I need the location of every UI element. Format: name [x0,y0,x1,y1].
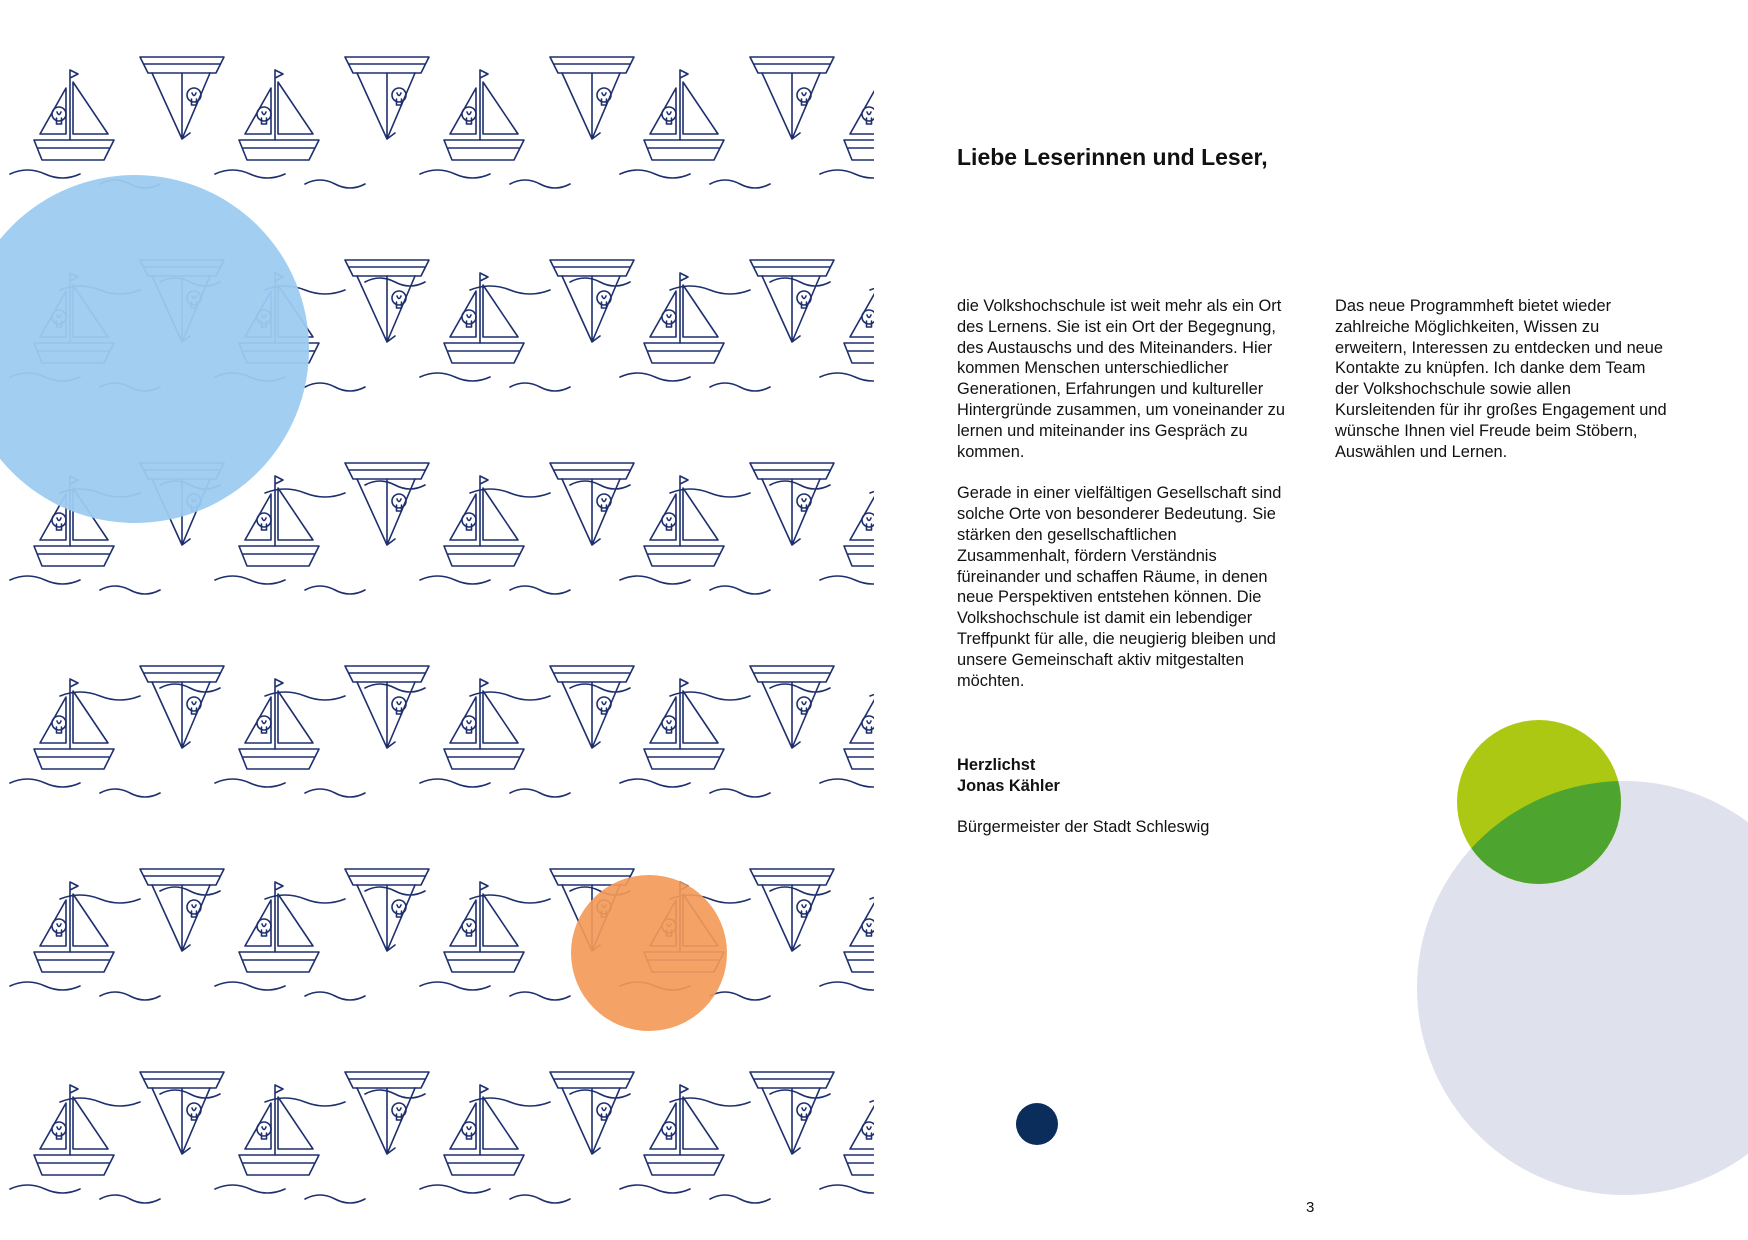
wave-line [265,895,345,903]
signature-block [957,755,1357,837]
wave-line [820,779,874,787]
wave-line [710,789,770,797]
wave-line [820,373,874,381]
sailboat-icon [34,70,114,160]
navy-dot [1016,1103,1058,1145]
wave-line [100,1195,160,1203]
lime-circle [1457,720,1621,884]
signature-name: Jonas Kähler [957,776,1060,795]
sailboat-icon [444,1085,524,1175]
sailboat-icon [844,882,874,972]
sailboat-icon [444,273,524,363]
wave-line [10,576,80,584]
wave-line [670,489,750,497]
wave-line [305,383,365,391]
sailboat-icon [844,70,874,160]
wave-line [365,278,425,286]
sailboat-icon [844,679,874,769]
wave-line [770,481,830,489]
sailboat-icon-inverted [550,666,634,748]
wave-line [60,895,140,903]
wave-line [10,170,80,178]
sailboat-icon [34,679,114,769]
wave-line [420,1185,490,1193]
sailboat-icon [239,1085,319,1175]
sailboat-icon-inverted [750,463,834,545]
paragraph-intro: die Volkshochschule ist weit mehr als ein Ort des Lernens. Sie ist ein Ort der Begegnung, des Austauschs und des Miteinanders. Hier kommen Menschen unterschiedlicher Generationen, Erfahrungen und kultureller Hintergründe zusammen, um voneinander zu lernen und miteinander ins Gespräch zu kommen. [957,297,1285,461]
wave-line [10,1185,80,1193]
wave-line [365,481,425,489]
gray-circle [1417,781,1748,1195]
paragraph-society: Gerade in einer vielfältigen Gesellschaft sind solche Orte von besonderer Bedeutung. Sie stärken den gesellschaftlichen Zusammenhalt, fördern Verständnis füreinander und schaffen Räume, in denen neue Perspektiven entstehen können. Die Volkshochschule ist damit ein lebendiger Treffpunkt für alle, die neugierig bleiben und unsere Gemeinschaft aktiv mitgestalten möchten. [957,484,1282,690]
wave-line [470,286,550,294]
sailboat-icon-inverted [140,1072,224,1154]
sailboat-icon-inverted [750,869,834,951]
wave-line [305,586,365,594]
wave-line [510,383,570,391]
wave-line [620,170,690,178]
sailboat-icon [644,70,724,160]
wave-line [770,278,830,286]
wave-line [420,779,490,787]
wave-line [10,982,80,990]
wave-line [215,982,285,990]
sailboat-icon-inverted [345,666,429,748]
sailboat-icon-inverted [140,666,224,748]
wave-line [470,692,550,700]
wave-line [215,1185,285,1193]
wave-line [510,789,570,797]
wave-line [215,779,285,787]
wave-line [265,489,345,497]
wave-line [305,180,365,188]
wave-line [365,1090,425,1098]
signature-role: Bürgermeister der Stadt Schleswig [957,817,1210,836]
wave-line [420,373,490,381]
wave-line [820,576,874,584]
wave-line [215,576,285,584]
wave-line [670,286,750,294]
wave-line [620,373,690,381]
wave-line [10,779,80,787]
wave-line [100,586,160,594]
sailboat-icon-inverted [345,260,429,342]
wave-line [60,692,140,700]
wave-line [570,684,630,692]
wave-line [60,1098,140,1106]
sailboat-icon-inverted [750,57,834,139]
wave-line [420,170,490,178]
wave-line [305,1195,365,1203]
sailboat-icon-inverted [140,57,224,139]
wave-line [160,1090,220,1098]
wave-line [770,684,830,692]
letter-page [874,0,1748,1240]
sailboat-icon [644,476,724,566]
wave-line [670,692,750,700]
wave-line [570,1090,630,1098]
sailboat-icon [34,1085,114,1175]
sailboat-icon-inverted [345,57,429,139]
wave-line [420,576,490,584]
text-column-right [1335,296,1670,483]
sailboat-icon [444,70,524,160]
sailboat-icon-inverted [550,260,634,342]
blue-circle [0,175,309,523]
wave-line [100,789,160,797]
sailboat-icon [239,882,319,972]
signature-greeting: Herzlichst [957,756,1036,774]
wave-line [620,576,690,584]
wave-line [160,887,220,895]
wave-line [570,481,630,489]
sailboat-icon-inverted [345,869,429,951]
wave-line [365,684,425,692]
wave-line [510,180,570,188]
sailboat-icon-inverted [550,463,634,545]
text-column-left [957,296,1292,712]
wave-line [820,170,874,178]
sailboat-icon-inverted [345,463,429,545]
wave-line [710,383,770,391]
sailboat-icon [239,70,319,160]
wave-line [420,982,490,990]
wave-line [770,1090,830,1098]
wave-line [710,992,770,1000]
wave-line [820,982,874,990]
sailboat-icon-inverted [345,1072,429,1154]
wave-line [620,779,690,787]
wave-line [820,1185,874,1193]
wave-line [710,586,770,594]
wave-line [470,1098,550,1106]
green-overlap [1417,781,1748,1195]
wave-line [100,992,160,1000]
wave-line [770,887,830,895]
wave-line [265,1098,345,1106]
sailboat-icon [644,273,724,363]
paragraph-programme: Das neue Programmheft bietet wieder zahlreiche Möglichkeiten, Wissen zu erweitern, Interessen zu entdecken und neue Kontakte zu knüpfen. Ich danke dem Team der Volkshochschule sowie allen Kursleitenden für ihr großes Engagement und wünsche Ihnen viel Freude beim Stöbern, Auswählen und Lernen. [1335,297,1667,461]
sailboat-icon-inverted [550,1072,634,1154]
sailboat-icon [444,679,524,769]
wave-line [710,1195,770,1203]
wave-line [215,170,285,178]
page-number: 3 [1306,1199,1315,1216]
sailboat-icon [444,476,524,566]
wave-line [470,895,550,903]
sailboat-icon-inverted [750,260,834,342]
sailboat-icon-inverted [550,57,634,139]
sailboat-icon [239,476,319,566]
wave-line [160,684,220,692]
wave-line [305,789,365,797]
sailboat-icon-inverted [140,869,224,951]
wave-line [305,992,365,1000]
sailboat-icon [844,273,874,363]
sailboat-icon [644,679,724,769]
orange-circle [571,875,727,1031]
wave-line [670,1098,750,1106]
wave-line [510,1195,570,1203]
wave-line [510,586,570,594]
wave-line [470,489,550,497]
sailboat-icon [644,1085,724,1175]
wave-line [365,887,425,895]
sailboat-icon [844,1085,874,1175]
sailboat-icon [34,882,114,972]
sailboat-icon-inverted [750,666,834,748]
wave-line [710,180,770,188]
sailboat-icon-inverted [750,1072,834,1154]
wave-line [510,992,570,1000]
sailboat-icon [844,476,874,566]
sailboat-icon [444,882,524,972]
letter-headline: Liebe Leserinnen und Leser, [957,144,1268,170]
wave-line [620,1185,690,1193]
wave-line [570,278,630,286]
wave-line [265,692,345,700]
sailboat-icon [239,679,319,769]
